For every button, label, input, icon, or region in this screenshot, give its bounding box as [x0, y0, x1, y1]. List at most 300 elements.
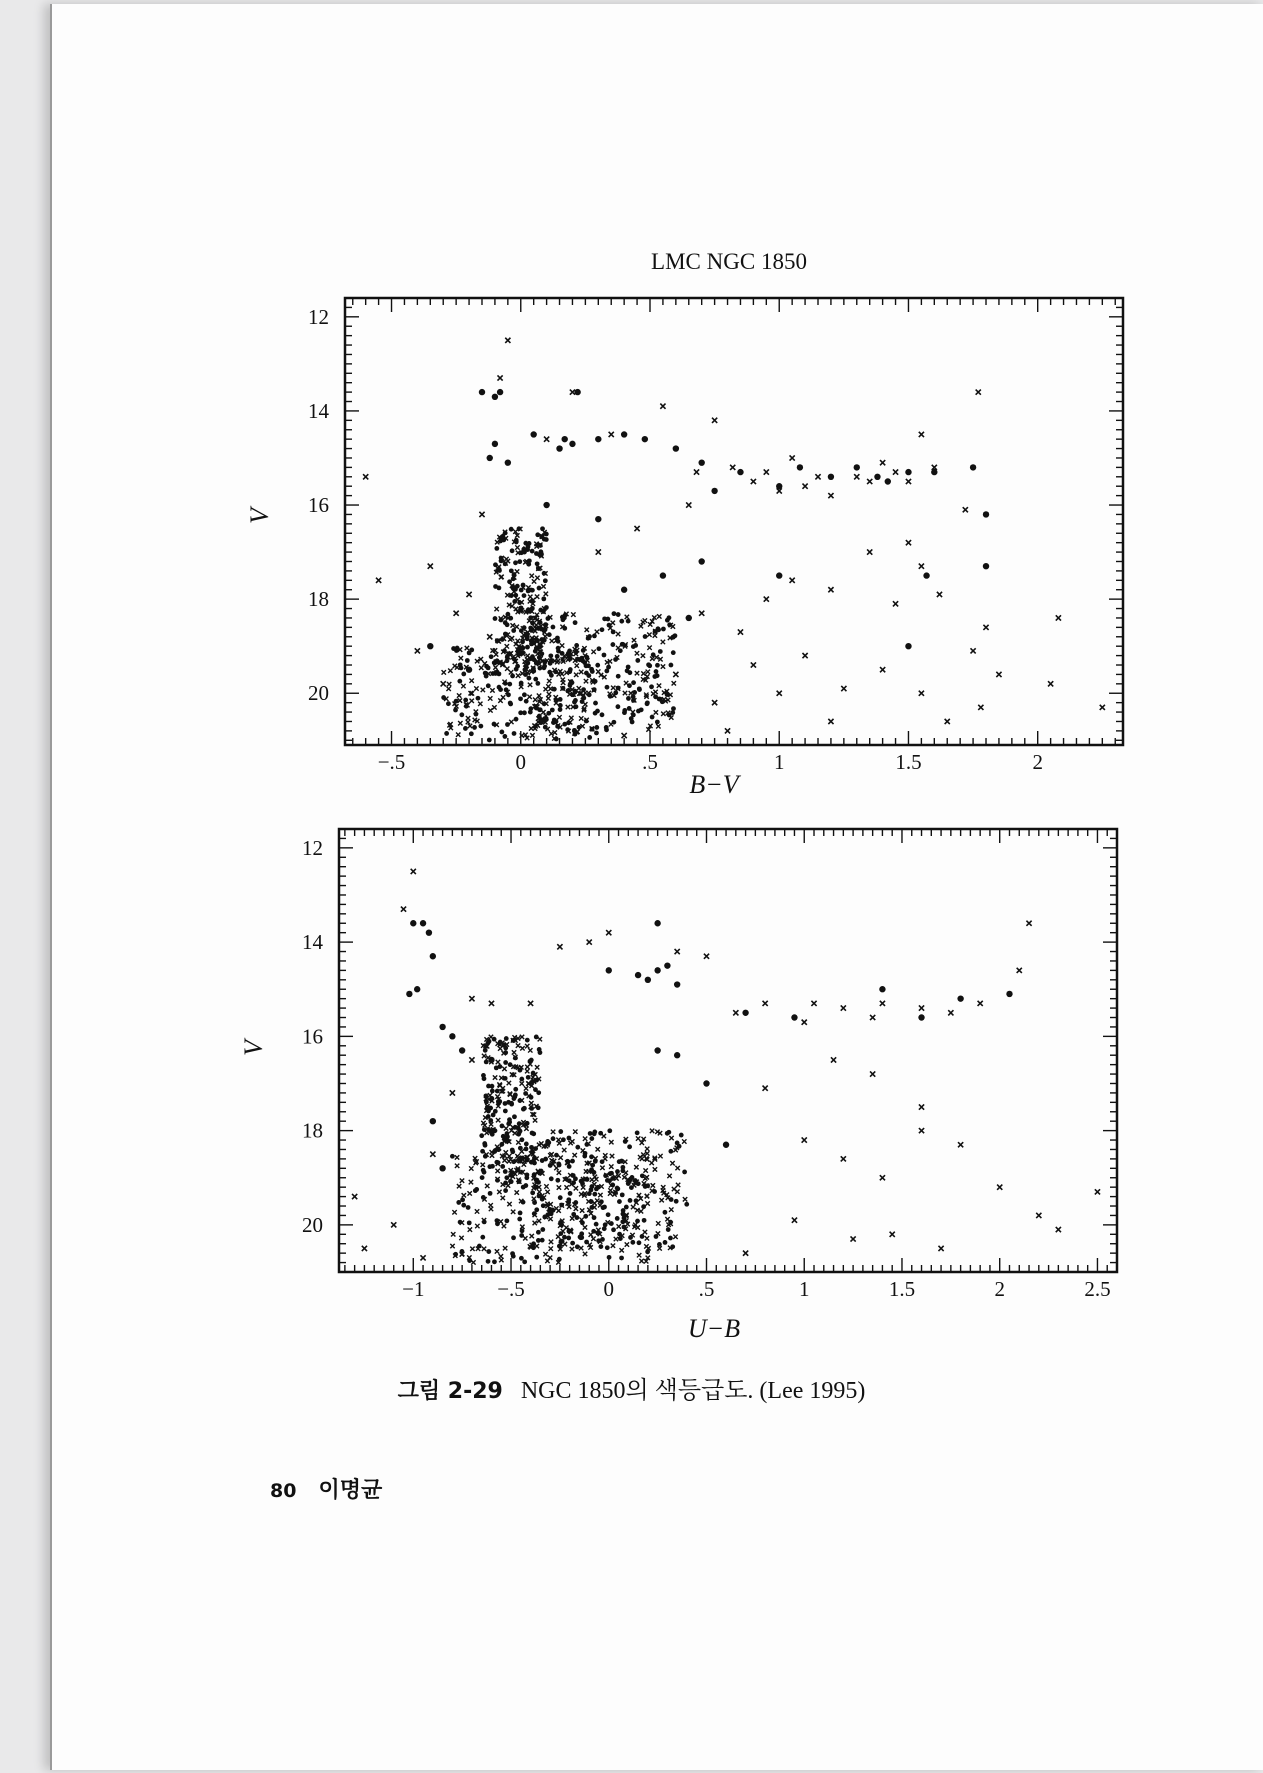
- data-point: [675, 1166, 679, 1170]
- caption-text: NGC 1850의 색등급도. (Lee 1995): [520, 1378, 866, 1404]
- data-point: [536, 542, 541, 547]
- data-point: [529, 1106, 534, 1111]
- data-point: [643, 634, 648, 639]
- data-point: [514, 538, 519, 543]
- data-point: [479, 512, 484, 517]
- data-point: [546, 1140, 551, 1145]
- data-point: [557, 944, 562, 949]
- data-point: [634, 526, 639, 531]
- data-point: [527, 695, 531, 699]
- data-point: [495, 1249, 499, 1253]
- data-point: [654, 920, 660, 926]
- data-point: [476, 696, 481, 701]
- data-point: [530, 549, 535, 554]
- data-point: [543, 502, 549, 508]
- data-point: [511, 1235, 516, 1240]
- data-point: [637, 1253, 641, 1257]
- data-point: [645, 1236, 649, 1240]
- data-point: [498, 1046, 502, 1050]
- data-point: [508, 616, 513, 621]
- data-point: [510, 584, 515, 589]
- data-point: [594, 725, 599, 730]
- data-point: [447, 682, 451, 686]
- data-point: [573, 1130, 577, 1134]
- data-point: [497, 568, 502, 573]
- data-point: [645, 1249, 650, 1254]
- data-point: [557, 1257, 562, 1262]
- data-point: [458, 662, 463, 667]
- data-point: [919, 691, 924, 696]
- data-point: [556, 1162, 561, 1167]
- data-point: [570, 1247, 574, 1251]
- data-point: [568, 667, 573, 672]
- data-point: [592, 1192, 597, 1197]
- caption-label: 그림 2-29: [397, 1379, 503, 1404]
- data-point: [651, 1183, 655, 1187]
- data-point: [536, 1238, 541, 1243]
- figure-caption: [0, 1370, 1263, 1405]
- data-point: [563, 613, 568, 618]
- data-point: [517, 652, 522, 657]
- data-point: [606, 665, 611, 670]
- data-point: [454, 699, 459, 704]
- data-point: [867, 549, 872, 554]
- data-point: [517, 1121, 522, 1126]
- data-point: [580, 1208, 584, 1212]
- data-point: [642, 1218, 647, 1223]
- data-point: [549, 1176, 554, 1181]
- data-point: [565, 1159, 570, 1164]
- y-tick-label: 20: [308, 681, 329, 706]
- data-point: [492, 441, 498, 447]
- data-point: [659, 1198, 663, 1202]
- data-point: [524, 1146, 529, 1151]
- data-point: [592, 687, 597, 692]
- data-point: [637, 1240, 642, 1245]
- data-point: [657, 683, 661, 687]
- data-point: [686, 615, 692, 621]
- data-point: [919, 564, 924, 569]
- data-point: [487, 1039, 492, 1044]
- data-point: [533, 1146, 538, 1151]
- data-point: [650, 1129, 654, 1133]
- data-point: [457, 679, 462, 684]
- y-tick-label: 14: [302, 930, 323, 955]
- data-point: [430, 1118, 436, 1124]
- data-point: [537, 1194, 542, 1199]
- data-point: [548, 1217, 552, 1221]
- data-point: [815, 474, 820, 479]
- data-point: [668, 1220, 673, 1225]
- data-point: [1048, 681, 1053, 686]
- data-point: [461, 672, 466, 677]
- data-point: [538, 620, 543, 625]
- data-point: [682, 1170, 687, 1175]
- data-point: [511, 628, 516, 633]
- x-tick-label: 1.5: [895, 750, 922, 774]
- data-point: [522, 550, 527, 555]
- data-point: [626, 1181, 631, 1186]
- data-point: [590, 1177, 594, 1181]
- data-point: [537, 586, 542, 591]
- data-point: [1056, 1227, 1061, 1232]
- data-point: [802, 653, 807, 658]
- data-point: [558, 697, 563, 702]
- data-point: [566, 1236, 571, 1241]
- data-point: [587, 735, 592, 740]
- data-point: [555, 636, 560, 641]
- data-point: [733, 1010, 738, 1015]
- data-point: [614, 1237, 618, 1241]
- data-point: [978, 705, 983, 710]
- data-point: [579, 1246, 583, 1250]
- data-point: [619, 1256, 624, 1261]
- y-tick-label: 16: [308, 493, 329, 518]
- data-point: [591, 1237, 595, 1241]
- data-point: [450, 1244, 454, 1248]
- data-point: [504, 1218, 509, 1223]
- data-point: [593, 1159, 598, 1164]
- data-point: [668, 1149, 673, 1154]
- data-point: [841, 1005, 846, 1010]
- data-point: [469, 1166, 473, 1170]
- data-point: [459, 1047, 465, 1053]
- data-point: [660, 404, 665, 409]
- data-point: [645, 1194, 649, 1198]
- data-point: [519, 1077, 524, 1082]
- data-point: [507, 1202, 511, 1206]
- data-point: [983, 563, 989, 569]
- data-point: [518, 1146, 523, 1151]
- data-point: [520, 1225, 524, 1229]
- data-point: [570, 1241, 575, 1246]
- data-point: [1100, 705, 1105, 710]
- data-point: [671, 650, 676, 655]
- data-point: [461, 684, 465, 688]
- data-point: [543, 1252, 547, 1256]
- data-point: [509, 1102, 514, 1107]
- data-point: [653, 1167, 657, 1171]
- data-point: [500, 637, 505, 642]
- data-point: [802, 1020, 807, 1025]
- data-point: [630, 1240, 635, 1245]
- data-point: [658, 649, 663, 654]
- data-point: [595, 516, 601, 522]
- data-point: [595, 630, 599, 634]
- data-point: [483, 1048, 488, 1053]
- data-point: [622, 708, 627, 713]
- data-point: [520, 1081, 524, 1085]
- data-point: [558, 1129, 563, 1134]
- data-point: [515, 625, 519, 629]
- data-point: [880, 1001, 885, 1006]
- data-point: [919, 1104, 924, 1109]
- data-point: [501, 1196, 505, 1200]
- data-point: [555, 1178, 560, 1183]
- data-point: [494, 1065, 499, 1070]
- data-point: [637, 686, 642, 691]
- data-point: [945, 719, 950, 724]
- data-point: [617, 1224, 621, 1228]
- data-point: [486, 1084, 491, 1089]
- data-point: [486, 665, 491, 670]
- data-point: [475, 1209, 479, 1213]
- data-point: [606, 1212, 611, 1217]
- data-point: [456, 1200, 461, 1205]
- data-point: [619, 619, 624, 624]
- data-point: [486, 1109, 491, 1114]
- data-point: [487, 738, 492, 743]
- data-point: [463, 726, 468, 731]
- data-point: [492, 394, 498, 400]
- data-point: [626, 696, 631, 701]
- data-point: [550, 1208, 555, 1213]
- data-point: [530, 1131, 535, 1136]
- data-point: [503, 681, 508, 686]
- data-point: [446, 687, 450, 691]
- data-point: [504, 1036, 509, 1041]
- data-point: [520, 1046, 524, 1050]
- data-point: [524, 631, 529, 636]
- data-point: [906, 540, 911, 545]
- data-point: [651, 692, 655, 696]
- data-point: [496, 1118, 500, 1122]
- data-point: [511, 1038, 516, 1043]
- data-point: [613, 657, 618, 662]
- data-point: [573, 620, 578, 625]
- data-point: [505, 459, 511, 465]
- data-point: [675, 1190, 679, 1194]
- data-point: [492, 705, 496, 709]
- data-point: [507, 1120, 512, 1125]
- data-point: [802, 484, 807, 489]
- data-point: [544, 437, 549, 442]
- data-point: [499, 558, 504, 563]
- data-point: [617, 1159, 622, 1164]
- data-point: [525, 1038, 530, 1043]
- data-point: [622, 733, 627, 738]
- data-point: [668, 1236, 673, 1241]
- data-point: [905, 643, 911, 649]
- data-point: [468, 1227, 472, 1231]
- data-point: [469, 731, 474, 736]
- data-point: [742, 1010, 748, 1016]
- data-point: [645, 701, 650, 706]
- data-point: [672, 681, 676, 685]
- data-point: [790, 455, 795, 460]
- data-point: [535, 638, 540, 643]
- data-point: [918, 1014, 924, 1020]
- data-point: [363, 474, 368, 479]
- data-point: [548, 653, 553, 658]
- data-point: [465, 646, 469, 650]
- data-point: [880, 460, 885, 465]
- data-point: [503, 561, 508, 566]
- data-point: [628, 1177, 633, 1182]
- data-point: [592, 1215, 597, 1220]
- data-point: [567, 653, 572, 658]
- data-point: [484, 1059, 489, 1064]
- data-point: [532, 1200, 537, 1205]
- data-point: [568, 1191, 573, 1196]
- data-point: [507, 1159, 511, 1163]
- data-point: [673, 633, 678, 638]
- data-point: [978, 1001, 983, 1006]
- data-point: [510, 1251, 515, 1256]
- data-point: [635, 658, 640, 663]
- data-point: [535, 576, 539, 580]
- data-point: [529, 641, 534, 646]
- data-point: [743, 1251, 748, 1256]
- y-tick-label: 12: [302, 835, 323, 860]
- data-point: [703, 1080, 709, 1086]
- data-point: [585, 628, 589, 632]
- data-point: [667, 1174, 671, 1178]
- data-point: [584, 679, 588, 683]
- data-point: [541, 584, 545, 588]
- data-point: [600, 627, 605, 632]
- data-point: [469, 1057, 474, 1062]
- data-point: [623, 691, 627, 695]
- data-point: [543, 687, 547, 691]
- data-point: [641, 653, 645, 657]
- cmd-bv-plot: [245, 298, 1123, 799]
- data-point: [592, 633, 597, 638]
- data-point: [460, 1249, 465, 1254]
- data-point: [684, 1202, 689, 1207]
- data-point: [654, 710, 658, 714]
- page-footer: [270, 1473, 382, 1504]
- data-point: [497, 1190, 501, 1194]
- data-point: [439, 1165, 445, 1171]
- data-point: [682, 1139, 686, 1143]
- x-tick-label: −.5: [377, 750, 406, 774]
- data-point: [923, 572, 929, 578]
- data-point: [620, 642, 625, 647]
- data-point: [515, 545, 519, 549]
- data-point: [519, 628, 524, 633]
- data-point: [488, 696, 492, 700]
- data-point: [527, 676, 532, 681]
- data-point: [607, 1128, 612, 1133]
- data-point: [658, 1154, 662, 1158]
- data-point: [544, 605, 549, 610]
- data-point: [573, 690, 578, 695]
- x-tick-label: 1: [798, 1277, 810, 1301]
- data-point: [574, 389, 580, 395]
- data-point: [665, 1131, 670, 1136]
- data-point: [1056, 615, 1061, 620]
- data-point: [532, 1155, 537, 1160]
- data-point: [776, 483, 782, 489]
- data-point: [450, 1154, 455, 1159]
- data-point: [519, 1256, 524, 1261]
- data-point: [540, 1227, 545, 1232]
- data-point: [550, 708, 555, 713]
- data-point: [656, 1221, 660, 1225]
- data-point: [524, 1142, 529, 1147]
- data-point: [634, 1165, 638, 1169]
- x-tick-label: .5: [642, 750, 658, 774]
- data-point: [512, 1114, 517, 1119]
- plot-frame: [345, 298, 1123, 745]
- data-point: [655, 663, 660, 668]
- data-point: [460, 1178, 464, 1182]
- data-point: [586, 673, 591, 678]
- data-point: [522, 710, 527, 715]
- data-point: [497, 685, 502, 690]
- data-point: [493, 1075, 497, 1079]
- data-point: [410, 920, 416, 926]
- data-point: [609, 1164, 613, 1168]
- x-tick-label: 2: [1032, 750, 1043, 774]
- data-point: [670, 710, 675, 715]
- data-point: [611, 1227, 616, 1232]
- x-tick-label: 1: [773, 750, 785, 774]
- data-point: [611, 1243, 615, 1247]
- data-point: [937, 592, 942, 597]
- data-point: [570, 1139, 574, 1143]
- data-point: [510, 1148, 515, 1153]
- data-point: [470, 1247, 474, 1251]
- data-point: [451, 1232, 455, 1236]
- data-point: [616, 632, 620, 636]
- data-point: [654, 967, 660, 973]
- data-point: [486, 1259, 491, 1264]
- data-point: [480, 1149, 485, 1154]
- data-point: [647, 646, 651, 650]
- data-point: [578, 1235, 583, 1240]
- data-point: [644, 1244, 648, 1248]
- data-point: [635, 671, 639, 675]
- data-point: [520, 1137, 525, 1142]
- data-point: [472, 725, 477, 730]
- data-point: [469, 678, 473, 682]
- data-point: [530, 574, 534, 578]
- data-point: [505, 666, 509, 670]
- data-point: [650, 715, 655, 720]
- data-point: [528, 683, 532, 687]
- data-point: [570, 1216, 574, 1220]
- data-point: [513, 560, 518, 565]
- data-point: [828, 587, 833, 592]
- data-point: [660, 572, 666, 578]
- data-point: [600, 1237, 605, 1242]
- data-point: [607, 1255, 612, 1260]
- data-point: [499, 730, 504, 735]
- data-point: [609, 722, 613, 726]
- data-point: [698, 558, 704, 564]
- data-point: [543, 578, 548, 583]
- data-point: [505, 644, 509, 648]
- data-point: [1006, 991, 1012, 997]
- data-point: [574, 1186, 578, 1190]
- data-point: [535, 532, 540, 537]
- data-point: [624, 681, 628, 685]
- data-point: [520, 1228, 525, 1233]
- data-point: [493, 665, 497, 669]
- data-point: [529, 1145, 534, 1150]
- data-point: [509, 593, 514, 598]
- data-point: [661, 664, 665, 668]
- x-tick-label: −.5: [497, 1277, 525, 1301]
- data-point: [1026, 921, 1031, 926]
- data-point: [574, 673, 578, 677]
- data-point: [518, 1211, 523, 1216]
- data-point: [511, 576, 516, 581]
- data-point: [455, 1164, 459, 1168]
- data-point: [541, 1203, 546, 1208]
